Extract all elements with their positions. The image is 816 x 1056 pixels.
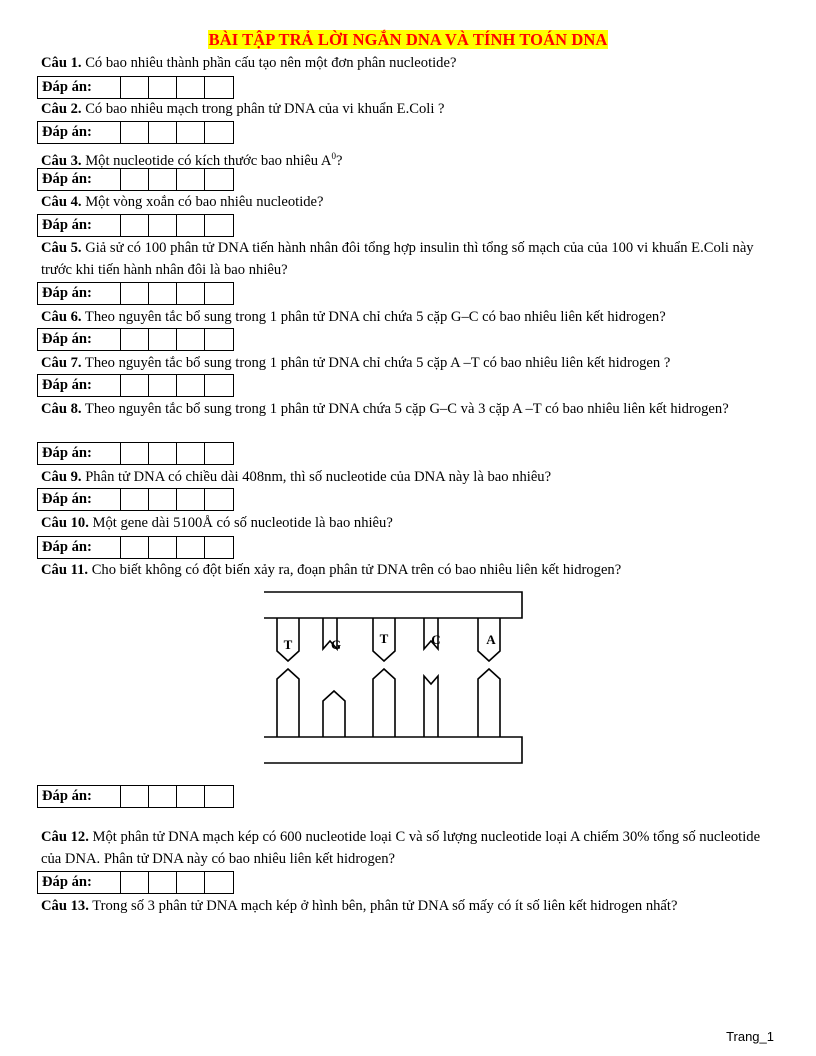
question-1: Câu 1. Có bao nhiêu thành phần cấu tạo nên một đơn phân nucleotide? <box>41 55 457 71</box>
page-title: BÀI TẬP TRẢ LỜI NGẮN DNA VÀ TÍNH TOÁN DNA <box>208 30 608 49</box>
top-strand <box>264 592 522 618</box>
question-11: Câu 11. Cho biết không có đột biến xảy ra, đoạn phân tử DNA trên có bao nhiêu liên kết hidrogen? <box>41 562 622 578</box>
answer-box-12[interactable] <box>37 871 234 894</box>
question-7: Câu 7. Theo nguyên tắc bổ sung trong 1 phân tử DNA chỉ chứa 5 cặp A –T có bao nhiêu liên kết hidrogen ? <box>41 355 671 371</box>
answer-label: Đáp án: <box>38 283 121 304</box>
answer-box-7[interactable] <box>37 374 234 397</box>
answer-box-10[interactable] <box>37 536 234 559</box>
question-12: Câu 12. Một phân tử DNA mạch kép có 600 nucleotide loại C và số lượng nucleotide loại A chiếm 30% tổng số nucleotide của DNA. Phân tử DNA này có bao nhiêu liên kết hidrogen? <box>41 829 761 867</box>
answer-label: Đáp án: <box>38 443 121 464</box>
question-4: Câu 4. Một vòng xoắn có bao nhiêu nucleotide? <box>41 194 324 210</box>
answer-label: Đáp án: <box>38 537 121 558</box>
question-13: Câu 13. Trong số 3 phân tử DNA mạch kép ở hình bên, phân tử DNA số mấy có ít số liên kết hidrogen nhất? <box>41 898 678 914</box>
base-label: G <box>330 637 342 652</box>
base-label: A <box>486 632 496 647</box>
answer-label: Đáp án: <box>38 329 121 350</box>
answer-box-4[interactable] <box>37 214 234 237</box>
answer-label: Đáp án: <box>38 375 121 396</box>
answer-box-1[interactable] <box>37 76 234 99</box>
question-2: Câu 2. Có bao nhiêu mạch trong phân tử DNA của vi khuẩn E.Coli ? <box>41 101 445 117</box>
answer-label: Đáp án: <box>38 215 121 236</box>
answer-label: Đáp án: <box>38 872 121 893</box>
answer-box-8[interactable] <box>37 442 234 465</box>
answer-label: Đáp án: <box>38 169 121 190</box>
answer-label: Đáp án: <box>38 786 121 807</box>
base-label: T <box>379 631 389 646</box>
answer-label: Đáp án: <box>38 122 121 143</box>
dna-diagram <box>264 591 526 767</box>
answer-box-9[interactable] <box>37 488 234 511</box>
answer-label: Đáp án: <box>38 77 121 98</box>
question-9: Câu 9. Phân tử DNA có chiều dài 408nm, thì số nucleotide của DNA này là bao nhiêu? <box>41 469 552 485</box>
question-8: Câu 8. Theo nguyên tắc bổ sung trong 1 phân tử DNA chứa 5 cặp G–C và 3 cặp A –T có bao nhiêu liên kết hidrogen? <box>41 401 729 417</box>
base-label: T <box>283 637 293 652</box>
question-3: Câu 3. Một nucleotide có kích thước bao nhiêu $A^0$? <box>41 151 343 169</box>
answer-box-11[interactable] <box>37 785 234 808</box>
page-number: Trang_1 <box>726 1029 774 1044</box>
answer-box-6[interactable] <box>37 328 234 351</box>
answer-label: Đáp án: <box>38 489 121 510</box>
bottom-strand <box>264 737 522 763</box>
answer-box-2[interactable] <box>37 121 234 144</box>
question-10: Câu 10. Một gene dài 5100Å có số nucleotide là bao nhiêu? <box>41 515 393 531</box>
question-5: Câu 5. Giả sử có 100 phân tử DNA tiến hành nhân đôi tổng hợp insulin thì tổng số mạch của của 100 vi khuẩn E.Coli này trước khi tiến hành nhân đôi là bao nhiêu? <box>41 240 754 278</box>
answer-box-3[interactable] <box>37 168 234 191</box>
question-6: Câu 6. Theo nguyên tắc bổ sung trong 1 phân tử DNA chỉ chứa 5 cặp G–C có bao nhiêu liên kết hidrogen? <box>41 309 666 325</box>
base-label: C <box>431 632 441 647</box>
answer-box-5[interactable] <box>37 282 234 305</box>
